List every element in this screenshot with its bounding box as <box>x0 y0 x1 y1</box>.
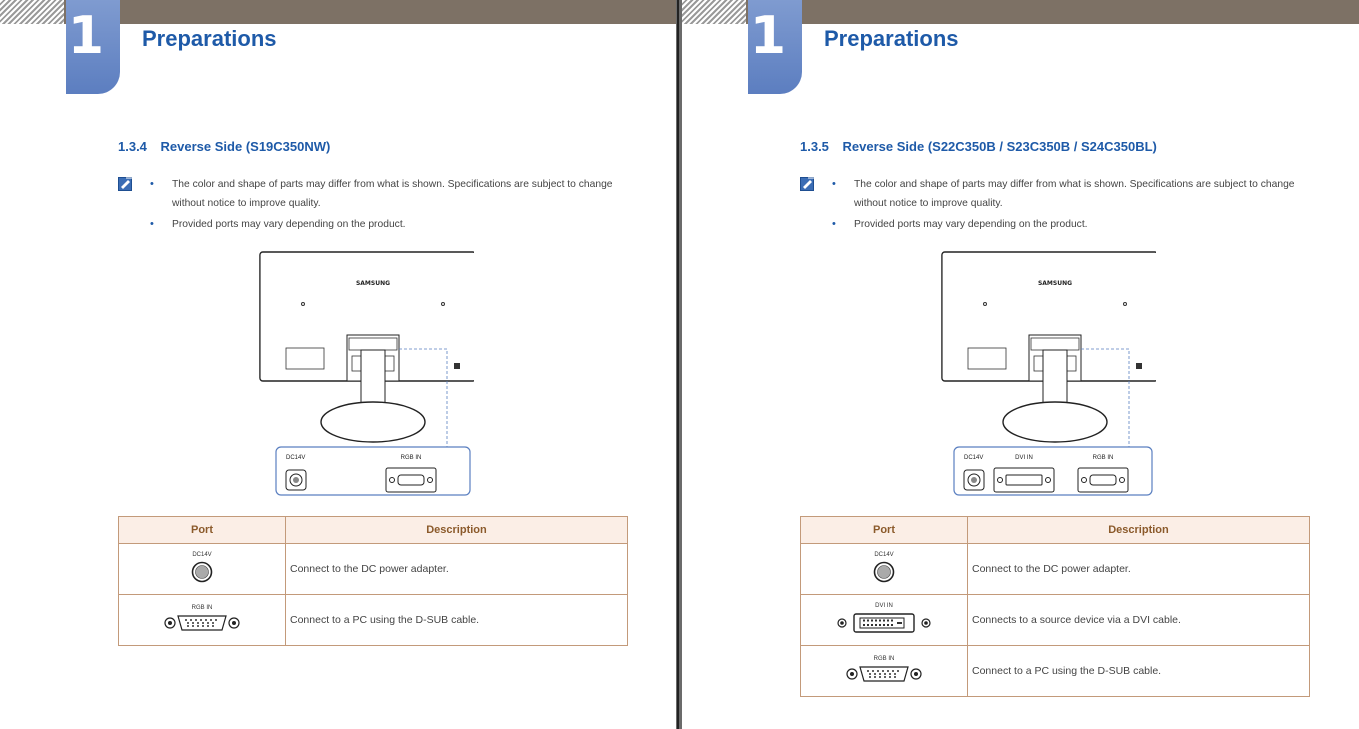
chapter-title: Preparations <box>142 26 277 51</box>
dvi-port-icon <box>834 612 934 634</box>
table-header-port: Port <box>801 517 968 544</box>
diagram-port-label: DVI IN <box>1015 455 1033 461</box>
monitor-back-diagram <box>258 250 474 500</box>
table-header-description: Description <box>286 517 628 544</box>
section-number: 1.3.5 <box>800 139 829 154</box>
diagram-port-label: DC14V <box>286 455 306 461</box>
hatch-pattern <box>0 0 64 24</box>
note-item: • Provided ports may vary depending on the product. <box>150 218 406 230</box>
description-cell: Connect to a PC using the D-SUB cable. <box>286 595 628 646</box>
diagram-port-label: DC14V <box>964 455 984 461</box>
table-row <box>801 646 1310 697</box>
port-cell <box>119 544 286 595</box>
dc-power-port-icon <box>873 561 895 583</box>
ports-table <box>800 516 1310 697</box>
note-list <box>830 175 1310 236</box>
note-list <box>148 175 628 236</box>
description-cell: Connect to a PC using the D-SUB cable. <box>968 646 1310 697</box>
port-label: RGB IN <box>191 605 213 611</box>
table-row <box>119 544 628 595</box>
ports-table <box>118 516 628 646</box>
diagram-port-label: RGB IN <box>400 455 422 461</box>
left-page <box>0 0 676 729</box>
hatch-pattern <box>682 0 746 24</box>
section-title: Reverse Side (S22C350B / S23C350B / S24C350BL) <box>842 139 1157 154</box>
dc-power-port-icon <box>191 561 213 583</box>
section-number: 1.3.4 <box>118 139 147 154</box>
right-page <box>682 0 1359 729</box>
port-label: DC14V <box>192 552 212 558</box>
monitor-back-diagram <box>940 250 1156 500</box>
note-item: • The color and shape of parts may differ from what is shown. Specifications are subject to change without notice to improve quality. <box>150 178 613 209</box>
description-cell: Connects to a source device via a DVI cable. <box>968 595 1310 646</box>
brand-logo: SAMSUNG <box>1037 280 1073 287</box>
note-pencil-icon <box>118 176 134 191</box>
port-cell <box>801 646 968 697</box>
section-heading <box>800 139 1157 154</box>
note-item: • Provided ports may vary depending on the product. <box>832 218 1088 230</box>
vga-port-icon <box>164 614 240 632</box>
chapter-number: 1 <box>749 6 787 66</box>
chapter-title: Preparations <box>824 26 959 51</box>
table-row <box>801 595 1310 646</box>
port-label: DVI IN <box>875 603 893 609</box>
port-cell <box>119 595 286 646</box>
table-header-description: Description <box>968 517 1310 544</box>
table-header-port: Port <box>119 517 286 544</box>
section-heading <box>118 139 330 154</box>
port-cell <box>801 595 968 646</box>
section-title: Reverse Side (S19C350NW) <box>160 139 331 154</box>
table-row <box>801 544 1310 595</box>
table-row <box>119 595 628 646</box>
note-item: • The color and shape of parts may differ from what is shown. Specifications are subject to change without notice to improve quality. <box>832 178 1295 209</box>
chapter-number: 1 <box>67 6 105 66</box>
note-pencil-icon <box>800 176 816 191</box>
port-cell <box>801 544 968 595</box>
brand-logo: SAMSUNG <box>355 280 391 287</box>
vga-port-icon <box>846 665 922 683</box>
diagram-port-label: RGB IN <box>1092 455 1114 461</box>
port-label: RGB IN <box>873 656 895 662</box>
description-cell: Connect to the DC power adapter. <box>968 544 1310 595</box>
port-label: DC14V <box>874 552 894 558</box>
description-cell: Connect to the DC power adapter. <box>286 544 628 595</box>
